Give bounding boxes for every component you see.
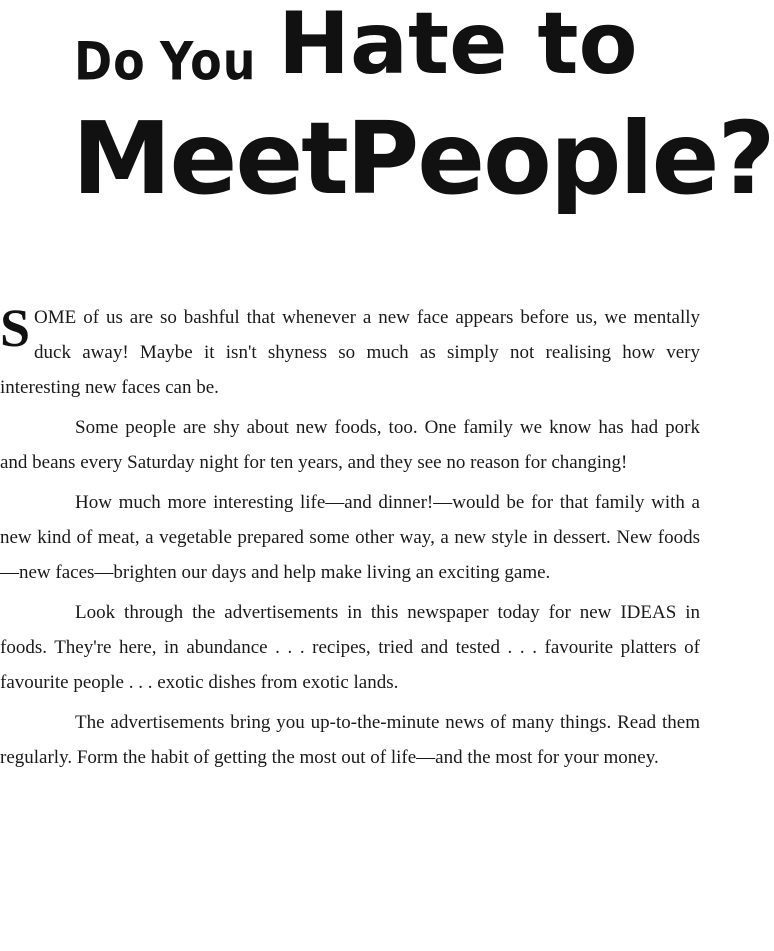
- article-body: [0, 300, 700, 775]
- headline-you: You: [160, 30, 257, 93]
- headline: [0, 0, 774, 230]
- paragraph-4: Look through the advertisements in this newspaper today for new IDEAS in foods. They're here, in abundance . . . recipes, tried and tested . . . favourite platters of favourite people . . . exotic dishes from exotic lands.: [0, 602, 700, 693]
- paragraph-2: Some people are shy about new foods, too. One family we know has had pork and beans every Saturday night for ten years, and they see no reason for changing!: [0, 417, 700, 473]
- headline-people: People?: [346, 100, 774, 217]
- paragraph-1: [0, 300, 700, 405]
- paragraph-1-first-line: OME of us are so bashful that whenever a new face appears before: [34, 307, 569, 328]
- drop-cap: S: [0, 298, 31, 358]
- paragraph-5: The advertisements bring you up-to-the-minute news of many things. Read them regularly. Form the habit of getting the most out of life—and the most for your money.: [0, 712, 700, 768]
- headline-do: Do: [74, 30, 146, 93]
- paragraph-1-rest: us, we mentally duck away! Maybe it isn't shyness so much as simply not realising how very interesting new faces can be.: [0, 307, 701, 398]
- paragraph-3: How much more interesting life—and dinner!—would be for that family with a new kind of meat, a vegetable prepared some other way, a new style in dessert. New foods—new faces—brighten our days and help make living an exciting game.: [0, 492, 700, 583]
- headline-hate-to: Hate to: [278, 0, 638, 94]
- headline-meet: Meet: [72, 100, 347, 217]
